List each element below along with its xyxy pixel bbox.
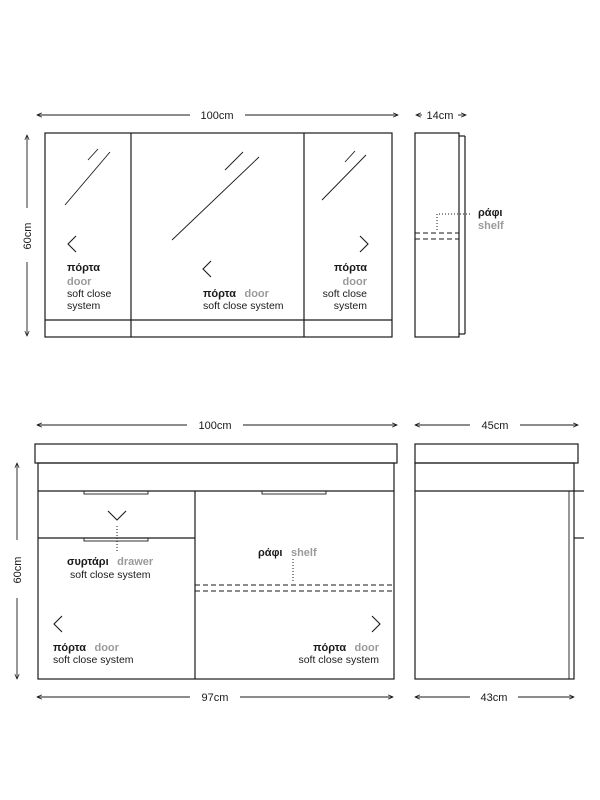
vanity-countertop <box>35 444 397 463</box>
mirror-cabinet-front-view <box>22 110 398 337</box>
top-right-door-sub1: soft close <box>322 288 367 300</box>
top-center-door-english: door <box>244 288 269 300</box>
top-left-door-greek: πόρτα <box>67 262 101 274</box>
bottom-right-door-english: door <box>354 642 379 654</box>
drawer-sub: soft close system <box>70 569 151 581</box>
top-left-door-sub2: system <box>67 300 101 312</box>
vanity-side-view <box>415 420 584 704</box>
bottom-height-dimension: 60cm <box>12 556 24 584</box>
top-center-door-sub: soft close system <box>203 300 284 312</box>
bottom-left-door-label <box>53 638 120 655</box>
top-shelf-english: shelf <box>478 220 504 232</box>
chevron-left-icon <box>68 236 76 252</box>
drawer-greek: συρτάρι <box>67 556 109 568</box>
bottom-width-dimension: 100cm <box>198 420 232 432</box>
drawer-english: drawer <box>117 556 154 568</box>
bottom-right-door-label <box>313 638 380 655</box>
bottom-shelf-english: shelf <box>290 547 317 559</box>
top-center-door-label <box>203 284 270 301</box>
bottom-shelf-label <box>258 543 317 560</box>
top-width-dimension: 100cm <box>200 110 234 122</box>
top-height-dimension: 60cm <box>22 222 34 250</box>
top-right-door-greek: πόρτα <box>333 262 367 274</box>
mirror-cabinet-side-view <box>415 110 504 337</box>
top-right-door-english: door <box>342 276 367 288</box>
top-center-door-greek: πόρτα <box>203 288 237 300</box>
top-left-door-sub1: soft close <box>67 288 112 300</box>
side-cabinet-outline <box>415 133 459 337</box>
vanity-front-view <box>12 420 397 704</box>
bottom-inner-width-dimension: 97cm <box>201 692 229 704</box>
top-right-door-sub2: system <box>333 300 367 312</box>
bottom-left-door-greek: πόρτα <box>53 642 87 654</box>
bottom-right-door-greek: πόρτα <box>313 642 347 654</box>
vanity-side-body <box>415 463 574 679</box>
bottom-inner-depth-dimension: 43cm <box>480 692 508 704</box>
chevron-down-icon <box>108 511 126 520</box>
mirror-reflection-icon <box>65 149 366 240</box>
chevron-left-icon <box>54 616 62 632</box>
bottom-right-door-sub: soft close system <box>298 654 379 666</box>
drawer-label <box>67 552 154 569</box>
chevron-right-icon <box>360 236 368 252</box>
bottom-left-door-english: door <box>94 642 119 654</box>
top-shelf-greek: ράφι <box>478 207 503 219</box>
vanity-side-countertop <box>415 444 578 463</box>
bottom-shelf-greek: ράφι <box>258 547 283 559</box>
top-left-door-english: door <box>67 276 92 288</box>
top-depth-dimension: 14cm <box>426 110 454 122</box>
bottom-left-door-sub: soft close system <box>53 654 134 666</box>
chevron-right-icon <box>372 616 380 632</box>
chevron-left-icon <box>203 261 211 277</box>
bottom-depth-dimension: 45cm <box>481 420 509 432</box>
